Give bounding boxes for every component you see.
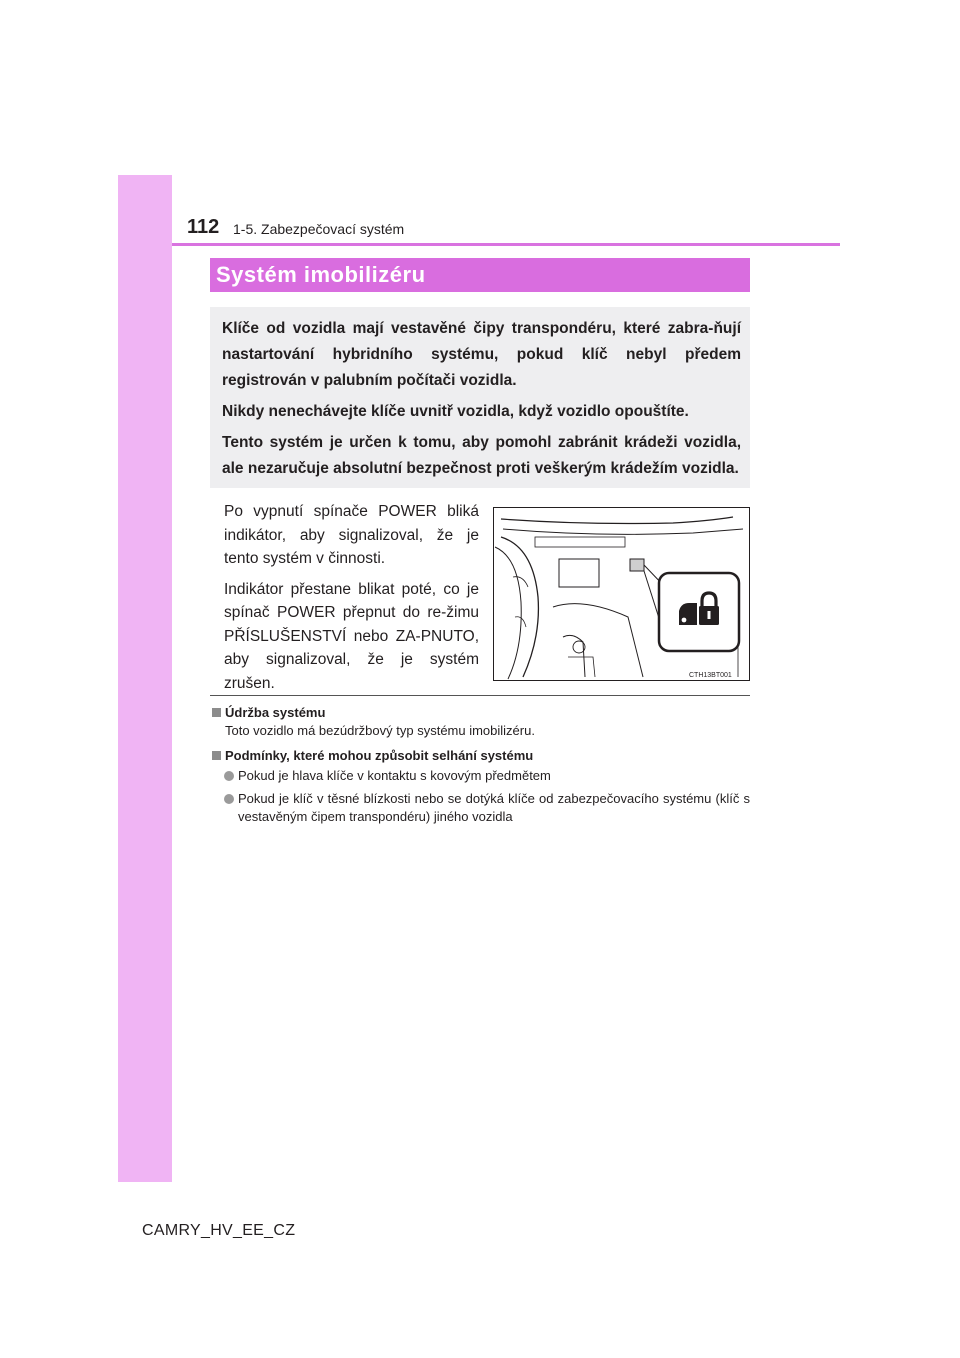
illustration-code: CTH13BT001 [689,672,732,679]
page-number: 112 [187,216,220,238]
note-maintenance [212,704,752,740]
dashboard-illustration [493,507,750,681]
section-divider [210,695,750,696]
note-heading: Údržba systému [225,705,326,720]
intro-paragraph-1: Klíče od vozidla mají vestavěné čipy transpondéru, které zabra-ňují nastartování hybridního systému, pokud klíč nebyl předem registrován v palubním počítači vozidla. [222,320,741,389]
round-bullet-icon [224,771,234,781]
list-item [224,767,750,785]
body-paragraph-1: Po vypnutí spínače POWER bliká indikátor, aby signalizoval, že je tento systém v činnosti. [224,503,479,567]
footer-model-code: CAMRY_HV_EE_CZ [142,1222,296,1239]
section-label: 1-5. Zabezpečovací systém [233,221,405,237]
chapter-side-tab [118,175,172,1182]
round-bullet-icon [224,794,234,804]
list-item-text: Pokud je klíč v těsné blízkosti nebo se dotýká klíče od zabezpečovacího systému (klíč s vestavěným čipem transpondéru) jiného vozidla [238,791,750,824]
note-heading: Podmínky, které mohou způsobit selhání systému [225,748,534,763]
list-item [224,790,750,826]
intro-box [210,307,750,488]
body-paragraph-2: Indikátor přestane blikat poté, co je spínač POWER přepnut do re-žimu PŘÍSLUŠENSTVÍ nebo ZA-PNUTO, aby signalizoval, že je systém zrušen. [224,580,479,692]
page-title: Systém imobilizéru [210,258,750,292]
note-text: Toto vozidlo má bezúdržbový typ systému imobilizéru. [225,723,535,738]
body-text [224,500,479,702]
note-conditions [212,747,752,765]
square-bullet-icon [212,751,221,760]
list-item-text: Pokud je hlava klíče v kontaktu s kovovým předmětem [238,768,551,783]
square-bullet-icon [212,708,221,717]
intro-paragraph-3: Tento systém je určen k tomu, aby pomohl zabránit krádeži vozidla, ale nezaručuje absolutní bezpečnost proti veškerým krádežím vozidla. [222,434,741,477]
header-rule [172,243,840,246]
intro-paragraph-2: Nikdy nenechávejte klíče uvnitř vozidla, když vozidlo opouštíte. [222,403,689,420]
